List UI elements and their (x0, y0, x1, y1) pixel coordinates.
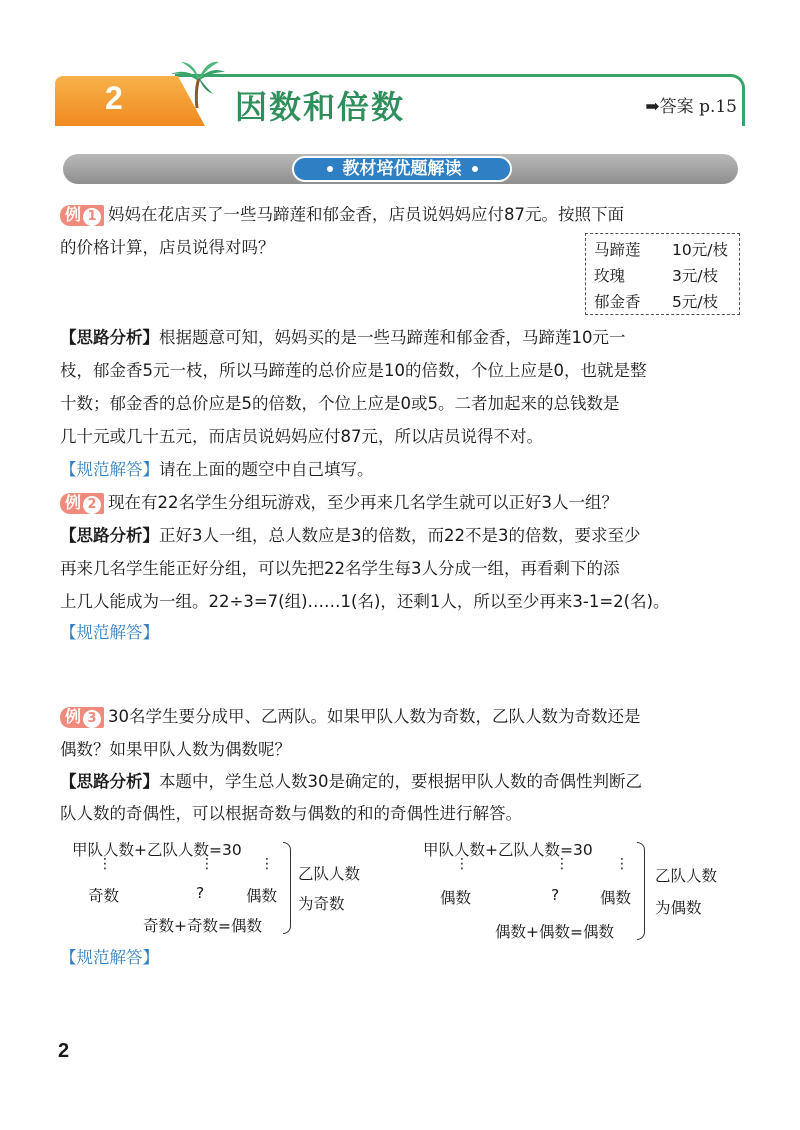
section-banner-label (292, 156, 512, 182)
vertical-dots-icon: ⋮ (555, 856, 569, 872)
example2-analysis-line1: 【思路分析】正好3人一组，总人数应是3的倍数，而22不是3的倍数，要求至少 (60, 526, 641, 545)
example1-analysis-line1: 【思路分析】根据题意可知，妈妈买的是一些马蹄莲和郁金香，马蹄莲10元一 (60, 328, 626, 347)
price-list-box: 马蹄莲 10元/枝 玫瑰 3元/枝 郁金香 5元/枝 (585, 233, 740, 315)
diagram-conclusion-line2: 为奇数 (298, 895, 345, 913)
answer-reference: ➡答案 p.15 (645, 97, 737, 117)
example3-analysis-line2: 队人数的奇偶性，可以根据奇数与偶数的和的奇偶性进行解答。 (60, 804, 522, 823)
vertical-dots-icon: ⋮ (455, 856, 469, 872)
example1-question-line1: 例 1 妈妈在花店买了一些马蹄莲和郁金香，店员说妈妈应付87元。按照下面 (60, 205, 624, 226)
diagram-equation: 甲队人数+乙队人数=30 (423, 841, 593, 859)
diagram-sum: 奇数+奇数=偶数 (143, 917, 262, 935)
example-tag: 例 3 (60, 707, 104, 728)
diagram-equation: 甲队人数+乙队人数=30 (72, 841, 242, 859)
chapter-title: 因数和倍数 (235, 88, 406, 126)
vertical-dots-icon: ⋮ (615, 856, 629, 872)
banner-text: 教材培优题解读 (342, 159, 462, 179)
example-tag: 例 2 (60, 493, 104, 514)
chapter-header (55, 68, 745, 128)
example1-analysis-line2: 枝，郁金香5元一枝，所以马蹄莲的总价应是10的倍数，个位上应是0，也就是整 (60, 361, 647, 380)
example2-analysis-line2: 再来几名学生能正好分组，可以先把22名学生每3人分成一组，再看剩下的添 (60, 559, 620, 578)
diagram-conclusion-line2: 为偶数 (655, 899, 702, 917)
dot-icon (472, 166, 478, 172)
dot-icon (327, 166, 333, 172)
palm-tree-icon (167, 60, 227, 110)
diagram-term-q: ? (196, 884, 205, 902)
chapter-number: 2 (105, 80, 123, 116)
example1-analysis-line4: 几十元或几十五元，而店员说妈妈应付87元，所以店员说得不对。 (60, 427, 543, 446)
brace-icon (637, 842, 645, 940)
example2-question: 例 2 现在有22名学生分组玩游戏，至少再来几名学生就可以正好3人一组？ (60, 493, 618, 514)
example3-question-line1: 例 3 30名学生要分成甲、乙两队。如果甲队人数为奇数，乙队人数为奇数还是 (60, 707, 641, 728)
diagram-term-a: 奇数 (88, 887, 120, 905)
diagram-conclusion-line1: 乙队人数 (298, 865, 361, 883)
diagram-sum: 偶数+偶数=偶数 (495, 923, 614, 941)
example2-analysis-line3: 上几人能成为一组。22÷3=7(组)……1(名)，还剩1人，所以至少再来3-1=2(名)。 (60, 592, 670, 611)
vertical-dots-icon: ⋮ (200, 856, 214, 872)
example3-analysis-line1: 【思路分析】本题中，学生总人数30是确定的，要根据甲队人数的奇偶性判断乙 (60, 772, 642, 791)
example1-analysis-line3: 十数；郁金香的总价应是5的倍数，个位上应是0或5。二者加起来的总钱数是 (60, 394, 620, 413)
example1-question-line2: 的价格计算，店员说得对吗？ (60, 238, 275, 257)
brace-icon (283, 842, 291, 934)
diagram-term-a: 偶数 (440, 889, 472, 907)
example-tag: 例 1 (60, 205, 104, 226)
example3-question-line2: 偶数？如果甲队人数为偶数呢？ (60, 740, 291, 759)
page-number: 2 (58, 1040, 70, 1062)
example1-answer: 【规范解答】请在上面的题空中自己填写。 (60, 460, 374, 479)
diagram-term-q: ? (551, 886, 560, 904)
diagram-conclusion-line1: 乙队人数 (655, 867, 718, 885)
diagram-term-b: 偶数 (246, 887, 278, 905)
example2-answer-label: 【规范解答】 (60, 623, 159, 642)
vertical-dots-icon: ⋮ (260, 856, 274, 872)
diagram-term-b: 偶数 (600, 889, 632, 907)
vertical-dots-icon: ⋮ (98, 856, 112, 872)
example3-answer-label: 【规范解答】 (60, 948, 159, 967)
